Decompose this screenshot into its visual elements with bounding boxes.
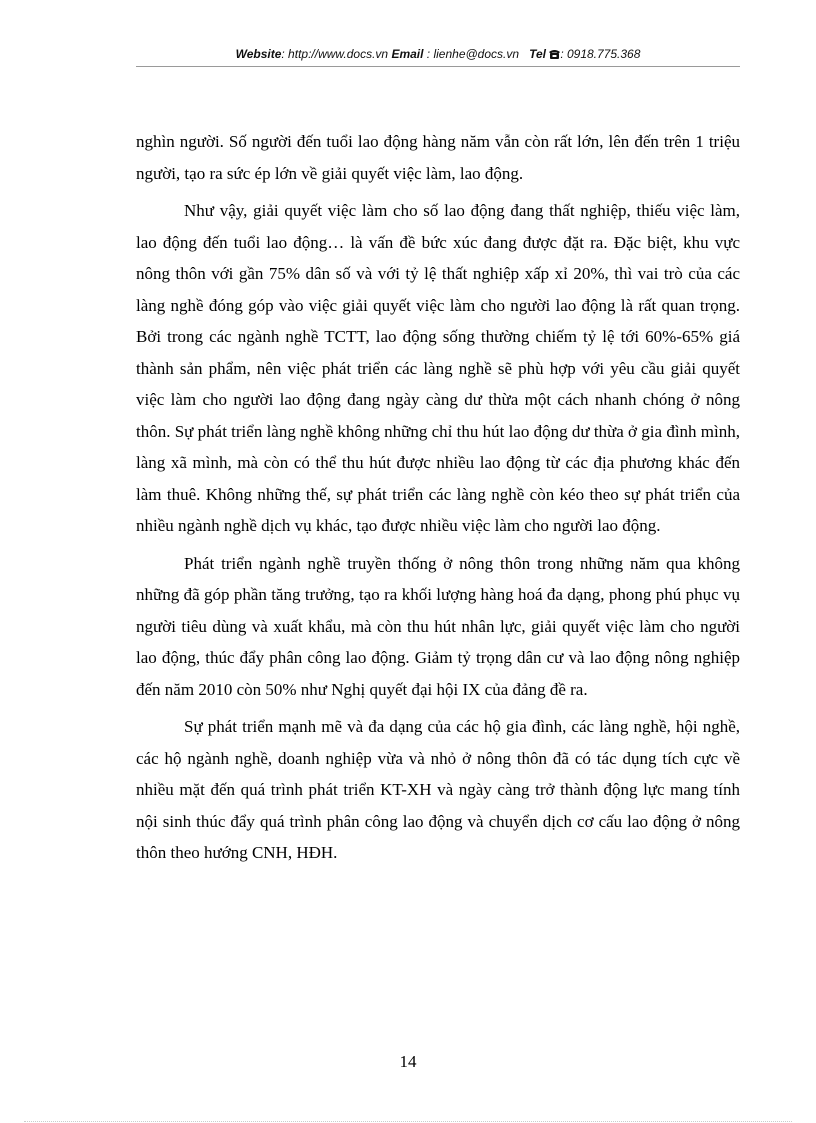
paragraph-1: nghìn người. Số người đến tuổi lao động hàng năm vẫn còn rất lớn, lên đến trên 1 triệu người, tạo ra sức ép lớn về giải quyết việc làm, lao động.: [136, 132, 740, 183]
page-number: 14: [399, 1052, 417, 1071]
tel-value: : 0918.775.368: [560, 47, 641, 61]
paragraph-3: Phát triển ngành nghề truyền thống ở nông thôn trong những năm qua không những đã góp phần tăng trưởng, tạo ra khối lượng hàng hoá đa dạng, phong phú phục vụ người tiêu dùng và xuất khẩu, mà còn thu hút nhân lực, giải quyết việc làm cho người lao động, thúc đẩy phân công lao động. Giảm tỷ trọng dân cư và lao động nông nghiệp đến năm 2010 còn 50% như Nghị quyết đại hội IX của đảng đề ra.: [136, 553, 740, 699]
website-label: Website: [235, 47, 282, 61]
header-rule: [136, 66, 740, 67]
footer-rule: [24, 1121, 792, 1122]
telephone-icon: [549, 45, 560, 65]
paragraph-4: Sự phát triển mạnh mẽ và đa dạng của các hộ gia đình, các làng nghề, hội nghề, các hộ ngành nghề, doanh nghiệp vừa và nhỏ ở nông thôn đã có tác dụng tích cực về nhiều mặt đến quá trình phát triển KT-XH và ngày càng trở thành động lực mang tính nội sinh thúc đẩy quá trình phân công lao động và chuyển dịch cơ cấu lao động ở nông thôn theo hướng CNH, HĐH.: [136, 717, 740, 862]
page-header: [136, 44, 740, 65]
website-value: : http://www.docs.vn: [281, 47, 389, 61]
email-value: : lienhe@docs.vn: [423, 47, 520, 61]
document-body: [136, 126, 740, 875]
tel-label: Tel: [529, 47, 546, 61]
email-label: Email: [391, 47, 424, 61]
paragraph-2: Như vậy, giải quyết việc làm cho số lao động đang thất nghiệp, thiếu việc làm, lao động đến tuổi lao động… là vấn đề bức xúc đang được đặt ra. Đặc biệt, khu vực nông thôn với gần 75% dân số và với tỷ lệ thất nghiệp xấp xỉ 20%, thì vai trò của các làng nghề đóng góp vào việc giải quyết việc làm cho người lao động là rất quan trọng. Bởi trong các ngành nghề TCTT, lao động sống thường chiếm tỷ lệ tới 60%-65% giá thành sản phẩm, nên việc phát triển các làng nghề sẽ phù hợp với yêu cầu giải quyết việc làm cho người lao động đang ngày càng dư thừa một cách nhanh chóng ở nông thôn. Sự phát triển làng nghề không những chỉ thu hút lao động dư thừa ở gia đình mình, làng xã mình, mà còn có thể thu hút được nhiều lao động từ các địa phương khác đến làm thuê. Không những thế, sự phát triển các làng nghề còn kéo theo sự phát triển của nhiều ngành nghề dịch vụ khác, tạo được nhiều việc làm cho người lao động.: [136, 201, 740, 535]
